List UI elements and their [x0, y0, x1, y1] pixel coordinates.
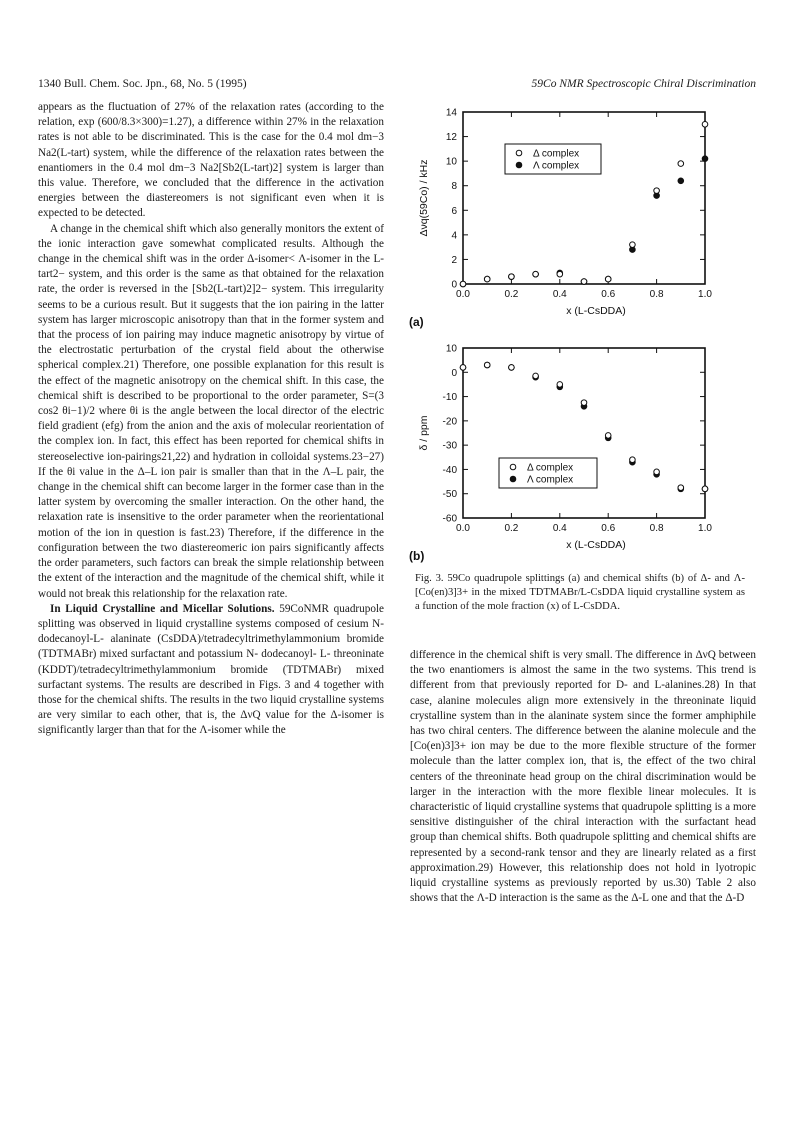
legend-label: Δ complex — [527, 462, 574, 474]
data-point-delta — [630, 457, 636, 463]
y-tick-label: -10 — [442, 392, 457, 404]
data-point-delta — [460, 281, 466, 287]
x-tick-label: 0.8 — [649, 289, 664, 300]
data-point-lambda — [702, 156, 708, 162]
y-tick-label: 14 — [445, 107, 457, 119]
x-tick-label: 0.6 — [601, 289, 616, 300]
right-text-column — [410, 648, 756, 906]
x-tick-label: 0.8 — [649, 523, 664, 534]
running-header-right: 59Co NMR Spectroscopic Chiral Discrimination — [531, 78, 756, 90]
data-point-delta — [533, 373, 539, 379]
x-tick-label: 0.6 — [601, 523, 616, 534]
legend-label: Λ complex — [527, 474, 574, 486]
section-paragraph — [38, 602, 384, 739]
paragraph: appears as the fluctuation of 27% of the relaxation rates (according to the relation, exp (600/8.3×300)=1.27), a difference within 27% in the relaxation rates is not able to be discriminated. This is the case for the 0.4 mol dm−3 Na2(L-tart) system, while the difference of the relaxation rates between the enantiomers in the 0.4 mol dm−3 Na2[Sb2(L-tart)2] system is larger than this value. Therefore, we concluded that the difference in the activation energies between the diastereomers is not significant even when it is expected to be detected. — [38, 101, 384, 220]
x-tick-label: 1.0 — [698, 289, 712, 300]
y-tick-label: -20 — [442, 416, 457, 428]
y-tick-label: 0 — [451, 279, 457, 291]
figure-3 — [405, 100, 755, 570]
data-point-delta — [581, 279, 587, 285]
y-tick-label: 4 — [451, 230, 457, 242]
legend-marker-lambda — [516, 162, 522, 168]
y-tick-label: -50 — [442, 489, 457, 501]
data-point-delta — [654, 188, 660, 194]
plot-frame — [463, 112, 705, 284]
data-point-delta — [630, 242, 636, 248]
data-point-lambda — [678, 178, 684, 184]
figure-caption — [415, 572, 745, 614]
y-tick-label: -30 — [442, 440, 457, 452]
paragraph: A change in the chemical shift which also generally monitors the extent of the ionic interaction gave somewhat complicated results. Although the change in the chemical shift was in the order Δ-isomer< Λ-isomer in the L-tart2− system, and this order is the same as that obtained for the relaxation rate, the order is reversed in the [Sb2(L-tart)2]2− system. This irregularity seems to be a curious result. But it suggests that the ion pairing in the latter system has larger microscopic anisotropy than that in the former system and that the process of ion pairing may induce magnetic anisotropy by virtue of the electrostatic perturbation of the crystal field about the otherwise spherical complex.21) Therefore, one possible explanation for this result is the effect of the magnetic anisotropy on the chemical shift. In this case, the chemical shift is described to be proportional to the order parameter, S=(3 cos2 θi−1)/2 where θi is the angle between the local director of the electric field gradient (efg) from the anion and the axis of molecular reorientation of the complex ion. In fact, this effect has been reported for chemical shifts in stereoselective ion-pairings21,22) and hydration in colloidal systems.23−27) If the θi value in the Δ–L ion pair is smaller than that in the Λ–L pair, the change in the chemical shift can become larger in the former case than in the latter system by overcoming the smaller interaction. On the other hand, the relaxation rate is insensitive to the order parameter when the reorientational motion of the ion in question is fast.23) Therefore, if the difference in the configuration between the two diastereomeric ion pairs significantly affects the order parameters, such factors can break the simple relationship between the extent of the interaction and the magnitude of the chemical shift, while it would not break this relationship for the relaxation rate. — [38, 222, 384, 600]
x-tick-label: 1.0 — [698, 523, 712, 534]
y-tick-label: 10 — [445, 156, 457, 168]
legend-label: Λ complex — [533, 160, 580, 172]
data-point-delta — [678, 485, 684, 491]
x-tick-label: 0.4 — [552, 289, 567, 300]
y-axis-label: Δνq(59Co) / kHz — [418, 159, 430, 237]
left-text-column — [38, 100, 384, 739]
data-point-delta — [509, 365, 515, 371]
paragraph-text: 59CoNMR quadrupole splitting was observed in liquid crystalline systems composed of cesium N-dodecanoyl-L- alaninate (CsDDA)/tetradecyltrimethylammonium bromide (TDTMABr) mixed surfactant and potassium N- dodecanoyl- L- threoninate (KDDT)/tetradecyltrimethylammonium bromide (TDTMABr) mixed surfactant systems. The results are described in Figs. 3 and 4 together with those for the chemical shifts. The results in the two liquid crystalline systems are very similar to each other, that is, the ΔνQ value for the Δ-isomer is significantly larger than that for the Λ-isomer while the — [38, 602, 384, 737]
y-tick-label: 0 — [451, 367, 457, 379]
x-tick-label: 0.2 — [504, 289, 519, 300]
legend-marker-delta — [510, 464, 516, 470]
paragraph: difference in the chemical shift is very small. The difference in ΔνQ between the two enantiomers is almost the same in the two systems. This trend is different from that previously reported for D- and L-alanines.28) In that case, alanine molecules align more extensively in the threoninate liquid crystalline system than in the alaninate system since the former amphiphile has two chiral centers. The difference between the alanine molecule and the [Co(en)3]3+ ion may be due to the more flexible structure of the former molecule than the latter complex ion, that is, the effect of the two chiral centers of the threoninate head group on the chiral discrimination would be larger in the interaction with the more flexible linear molecules. It is characteristic of liquid crystalline systems that quadrupole splitting is a more sensitive distinguisher of the chiral interaction with the surfactant head group than chemical shifts. Both quadrupole splitting and chemical shifts are represented by a second-rank tensor and they are linearly related as a first approximation.29) However, this relationship does not hold in lyotropic liquid crystalline systems as previously reported by us.30) Table 2 also shows that the Λ-D interaction is the same as the Δ-L one and that the Δ-D — [410, 649, 756, 905]
x-tick-label: 0.4 — [552, 523, 567, 534]
data-point-delta — [484, 276, 490, 282]
y-axis-label: δ / ppm — [418, 415, 430, 451]
data-point-delta — [654, 469, 660, 475]
section-title: In Liquid Crystalline and Micellar Solutions. — [50, 602, 275, 615]
caption-label: Fig. 3. — [415, 573, 444, 584]
y-tick-label: 10 — [445, 343, 457, 355]
y-tick-label: -60 — [442, 513, 457, 525]
panel-label: (b) — [409, 549, 425, 563]
data-point-delta — [605, 433, 611, 439]
panel-label: (a) — [409, 315, 424, 329]
data-point-delta — [557, 382, 563, 388]
data-point-delta — [484, 362, 490, 368]
caption-text: 59Co quadrupole splittings (a) and chemical shifts (b) of Δ- and Λ-[Co(en)3]3+ in the mixed TDTMABr/L-CsDDA liquid crystalline system as a function of the mole fraction (x) of L-CsDDA. — [415, 573, 745, 612]
figure-3-plots — [405, 100, 755, 570]
data-point-delta — [702, 121, 708, 127]
data-point-delta — [605, 276, 611, 282]
legend-marker-delta — [516, 150, 522, 156]
data-point-delta — [702, 486, 708, 492]
legend-label: Δ complex — [533, 148, 580, 160]
y-tick-label: 8 — [451, 181, 457, 193]
running-header-left: 1340 Bull. Chem. Soc. Jpn., 68, No. 5 (1995) — [38, 78, 247, 90]
x-axis-label: x (L-CsDDA) — [566, 539, 626, 551]
y-tick-label: 12 — [445, 132, 457, 144]
y-tick-label: -40 — [442, 464, 457, 476]
y-tick-label: 2 — [451, 254, 457, 266]
data-point-delta — [678, 161, 684, 167]
legend-marker-lambda — [510, 476, 516, 482]
data-point-delta — [557, 271, 563, 277]
x-tick-label: 0.2 — [504, 523, 519, 534]
data-point-delta — [581, 400, 587, 406]
y-tick-label: 6 — [451, 205, 457, 217]
data-point-delta — [460, 365, 466, 371]
plot-frame — [463, 348, 705, 518]
x-tick-label: 0.0 — [456, 289, 470, 300]
data-point-delta — [533, 271, 539, 277]
x-tick-label: 0.0 — [456, 523, 470, 534]
data-point-delta — [509, 274, 515, 280]
x-axis-label: x (L-CsDDA) — [566, 305, 626, 317]
